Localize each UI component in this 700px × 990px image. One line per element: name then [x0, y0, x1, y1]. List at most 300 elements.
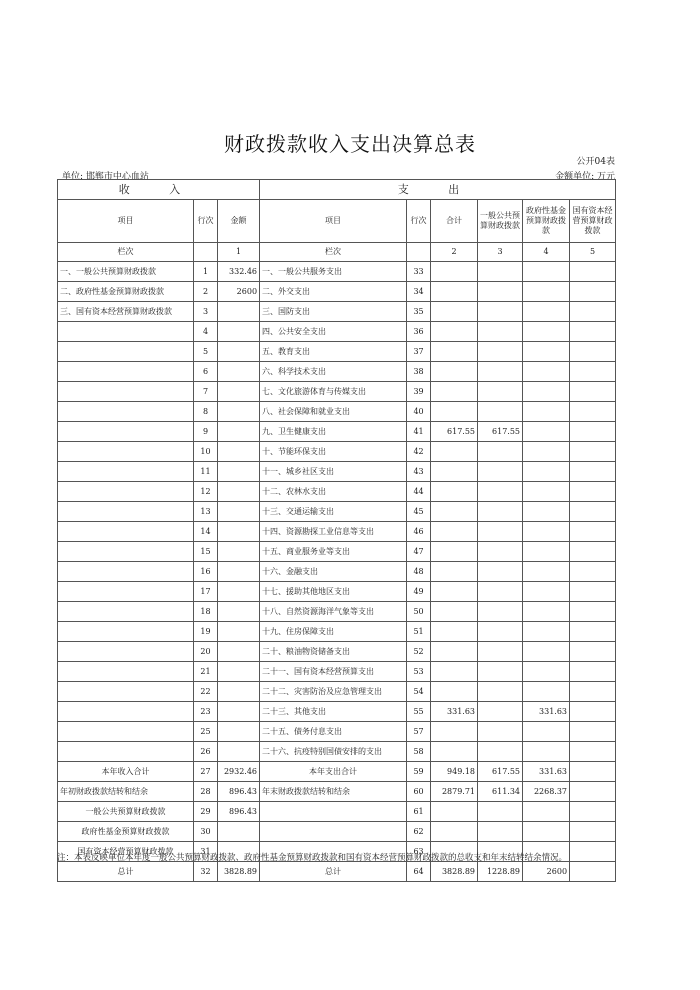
income-amount-cell: [218, 562, 260, 582]
total-amount-cell: [431, 582, 478, 602]
total-amount-cell: [431, 682, 478, 702]
income-item-cell: [58, 702, 194, 722]
income-amount-cell: [218, 422, 260, 442]
income-amount-cell: 2932.46: [218, 762, 260, 782]
section-header-row: [58, 180, 616, 200]
total-header: 合计: [431, 200, 478, 243]
income-row-no-cell: 12: [194, 482, 218, 502]
expense-row-no-cell: 51: [407, 622, 431, 642]
column-index-exp-label: 栏次: [260, 243, 407, 262]
expense-row-no-cell: 38: [407, 362, 431, 382]
income-amount-cell: [218, 662, 260, 682]
column-index-4: 4: [523, 243, 570, 262]
expense-item-cell: 二十、粮油物资储备支出: [260, 642, 407, 662]
expense-item-cell: 一、一般公共服务支出: [260, 262, 407, 282]
state-capital-amount-cell: [570, 662, 616, 682]
gov-fund-amount-cell: [523, 682, 570, 702]
table-row: [58, 762, 616, 782]
gov-fund-amount-cell: 331.63: [523, 762, 570, 782]
state-capital-amount-cell: [570, 542, 616, 562]
total-amount-cell: [431, 562, 478, 582]
income-row-no-cell: 17: [194, 582, 218, 602]
income-header: 收 入: [58, 180, 260, 200]
income-amount-cell: 3828.89: [218, 862, 260, 882]
table-row: [58, 362, 616, 382]
income-row-no-cell: 10: [194, 442, 218, 462]
state-capital-amount-cell: [570, 602, 616, 622]
expense-item-cell: 十三、交通运输支出: [260, 502, 407, 522]
income-amount-cell: [218, 602, 260, 622]
expense-item-cell: 二十三、其他支出: [260, 702, 407, 722]
total-amount-cell: [431, 282, 478, 302]
income-item-cell: [58, 422, 194, 442]
income-item-cell: 国有资本经营预算财政拨款: [58, 842, 194, 862]
gov-fund-amount-cell: [523, 382, 570, 402]
income-amount-cell: [218, 482, 260, 502]
table-row: [58, 402, 616, 422]
income-row-no-cell: 26: [194, 742, 218, 762]
table-row: [58, 862, 616, 882]
general-budget-amount-cell: [478, 702, 523, 722]
expense-row-no-cell: 46: [407, 522, 431, 542]
total-amount-cell: 3828.89: [431, 862, 478, 882]
total-amount-cell: [431, 502, 478, 522]
income-row-no-cell: 22: [194, 682, 218, 702]
income-row-no-cell: 6: [194, 362, 218, 382]
expense-header: 支 出: [260, 180, 616, 200]
income-item-cell: [58, 342, 194, 362]
income-item-cell: [58, 362, 194, 382]
income-amount-cell: [218, 502, 260, 522]
column-header-row: [58, 200, 616, 243]
income-row-no-cell: 25: [194, 722, 218, 742]
column-index-row: [58, 243, 616, 262]
expense-row-no-cell: 49: [407, 582, 431, 602]
income-amount-cell: [218, 622, 260, 642]
total-amount-cell: [431, 822, 478, 842]
expense-row-no-cell: 35: [407, 302, 431, 322]
total-amount-cell: [431, 362, 478, 382]
unit-label: 单位: 邯郸市中心血站: [62, 172, 149, 182]
income-item-cell: 一般公共预算财政拨款: [58, 802, 194, 822]
income-row-no-cell: 19: [194, 622, 218, 642]
gov-fund-amount-cell: 2600: [523, 862, 570, 882]
income-item-cell: 本年收入合计: [58, 762, 194, 782]
table-row: [58, 742, 616, 762]
expense-item-cell: 二十一、国有资本经营预算支出: [260, 662, 407, 682]
table-row: [58, 822, 616, 842]
total-amount-cell: [431, 802, 478, 822]
financial-summary-table: [57, 179, 616, 882]
income-row-no-cell: 15: [194, 542, 218, 562]
total-amount-cell: [431, 462, 478, 482]
income-amount-cell: [218, 542, 260, 562]
income-amount-cell: [218, 442, 260, 462]
gov-fund-amount-cell: [523, 402, 570, 422]
expense-row-no-cell: 59: [407, 762, 431, 782]
income-item-cell: [58, 602, 194, 622]
general-budget-amount-cell: [478, 722, 523, 742]
gov-fund-amount-cell: [523, 422, 570, 442]
gov-fund-amount-cell: [523, 522, 570, 542]
total-amount-cell: [431, 482, 478, 502]
general-budget-amount-cell: [478, 302, 523, 322]
general-budget-amount-cell: [478, 342, 523, 362]
income-amount-cell: [218, 342, 260, 362]
state-capital-amount-cell: [570, 482, 616, 502]
gov-fund-amount-cell: 2268.37: [523, 782, 570, 802]
table-row: [58, 322, 616, 342]
income-item-cell: 二、政府性基金预算财政拨款: [58, 282, 194, 302]
expense-row-no-cell: 61: [407, 802, 431, 822]
form-code: 公开04表: [576, 157, 615, 167]
income-item-cell: [58, 522, 194, 542]
income-row-no-cell: 28: [194, 782, 218, 802]
total-amount-cell: [431, 302, 478, 322]
income-row-no-cell: 23: [194, 702, 218, 722]
gov-fund-amount-cell: [523, 542, 570, 562]
income-amount-cell: 332.46: [218, 262, 260, 282]
state-capital-amount-cell: [570, 722, 616, 742]
total-amount-cell: [431, 382, 478, 402]
total-amount-cell: [431, 742, 478, 762]
expense-item-cell: 本年支出合计: [260, 762, 407, 782]
state-capital-amount-cell: [570, 262, 616, 282]
expense-item-cell: 十六、金融支出: [260, 562, 407, 582]
state-capital-amount-cell: [570, 642, 616, 662]
general-budget-amount-cell: [478, 562, 523, 582]
income-item-cell: 三、国有资本经营预算财政拨款: [58, 302, 194, 322]
amount-unit: 金额单位: 万元: [555, 172, 615, 182]
state-capital-amount-cell: [570, 362, 616, 382]
state-capital-amount-cell: [570, 562, 616, 582]
gov-fund-amount-cell: [523, 262, 570, 282]
gov-fund-amount-cell: [523, 802, 570, 822]
general-budget-amount-cell: [478, 742, 523, 762]
general-budget-amount-cell: [478, 582, 523, 602]
table-row: [58, 642, 616, 662]
income-item-cell: [58, 482, 194, 502]
total-amount-cell: 949.18: [431, 762, 478, 782]
expense-row-no-cell: 45: [407, 502, 431, 522]
expense-item-header: 项目: [260, 200, 407, 243]
gov-fund-amount-cell: [523, 482, 570, 502]
expense-row-no-cell: 43: [407, 462, 431, 482]
state-capital-amount-cell: [570, 782, 616, 802]
gov-fund-amount-cell: [523, 322, 570, 342]
total-amount-cell: [431, 542, 478, 562]
gov-fund-amount-cell: [523, 342, 570, 362]
income-amount-cell: [218, 702, 260, 722]
income-amount-cell: [218, 382, 260, 402]
expense-row-no-cell: 39: [407, 382, 431, 402]
general-budget-amount-cell: [478, 502, 523, 522]
income-amount-cell: [218, 402, 260, 422]
general-budget-amount-cell: [478, 262, 523, 282]
general-budget-amount-cell: [478, 382, 523, 402]
income-item-cell: [58, 682, 194, 702]
expense-item-cell: 十九、住房保障支出: [260, 622, 407, 642]
expense-item-cell: 年末财政拨款结转和结余: [260, 782, 407, 802]
income-amount-cell: [218, 362, 260, 382]
state-capital-amount-cell: [570, 322, 616, 342]
gov-fund-amount-cell: [523, 282, 570, 302]
general-budget-amount-cell: 617.55: [478, 422, 523, 442]
table-row: [58, 302, 616, 322]
page-title: 财政拨款收入支出决算总表: [224, 132, 476, 156]
income-row-no-cell: 7: [194, 382, 218, 402]
gov-fund-amount-cell: [523, 742, 570, 762]
income-amount-header: 金额: [218, 200, 260, 243]
table-row: [58, 702, 616, 722]
state-capital-header: 国有资本经营预算财政拨款: [570, 200, 616, 243]
general-budget-amount-cell: [478, 822, 523, 842]
income-amount-cell: 896.43: [218, 782, 260, 802]
expense-item-cell: 十八、自然资源海洋气象等支出: [260, 602, 407, 622]
expense-row-no-cell: 62: [407, 822, 431, 842]
gov-fund-amount-cell: [523, 502, 570, 522]
gov-fund-amount-cell: 331.63: [523, 702, 570, 722]
general-budget-amount-cell: [478, 482, 523, 502]
table-row: [58, 482, 616, 502]
general-budget-amount-cell: [478, 602, 523, 622]
table-row: [58, 602, 616, 622]
income-row-no-cell: 3: [194, 302, 218, 322]
income-item-cell: [58, 402, 194, 422]
income-item-cell: [58, 742, 194, 762]
column-index-1: 1: [218, 243, 260, 262]
expense-row-no-cell: 50: [407, 602, 431, 622]
general-budget-amount-cell: [478, 802, 523, 822]
table-row: [58, 682, 616, 702]
expense-row-no-cell: 60: [407, 782, 431, 802]
state-capital-amount-cell: [570, 622, 616, 642]
expense-row-no-cell: 57: [407, 722, 431, 742]
state-capital-amount-cell: [570, 582, 616, 602]
income-row-no-cell: 27: [194, 762, 218, 782]
general-budget-amount-cell: [478, 402, 523, 422]
total-amount-cell: [431, 342, 478, 362]
column-index-label: 栏次: [58, 243, 194, 262]
expense-row-no-cell: 63: [407, 842, 431, 862]
gov-fund-amount-cell: [523, 582, 570, 602]
total-amount-cell: [431, 442, 478, 462]
income-item-cell: [58, 642, 194, 662]
expense-item-cell: [260, 802, 407, 822]
column-index-2: 2: [431, 243, 478, 262]
general-budget-amount-cell: [478, 542, 523, 562]
table-row: [58, 622, 616, 642]
gov-fund-amount-cell: [523, 602, 570, 622]
table-row: [58, 442, 616, 462]
table-row: [58, 502, 616, 522]
table-row: [58, 782, 616, 802]
expense-item-cell: 十、节能环保支出: [260, 442, 407, 462]
income-row-no-cell: 32: [194, 862, 218, 882]
income-item-cell: [58, 462, 194, 482]
state-capital-amount-cell: [570, 282, 616, 302]
income-row-no-cell: 18: [194, 602, 218, 622]
state-capital-amount-cell: [570, 842, 616, 862]
income-row-no-cell: 21: [194, 662, 218, 682]
total-amount-cell: 2879.71: [431, 782, 478, 802]
income-row-no-cell: 30: [194, 822, 218, 842]
state-capital-amount-cell: [570, 442, 616, 462]
income-item-cell: [58, 502, 194, 522]
expense-row-no-cell: 36: [407, 322, 431, 342]
state-capital-amount-cell: [570, 462, 616, 482]
column-index-5: 5: [570, 243, 616, 262]
state-capital-amount-cell: [570, 742, 616, 762]
expense-item-cell: 七、文化旅游体育与传媒支出: [260, 382, 407, 402]
income-item-cell: [58, 582, 194, 602]
general-budget-amount-cell: [478, 682, 523, 702]
income-amount-cell: [218, 722, 260, 742]
expense-item-cell: 二十五、债务付息支出: [260, 722, 407, 742]
income-amount-cell: [218, 322, 260, 342]
table-row: [58, 462, 616, 482]
income-amount-cell: [218, 522, 260, 542]
income-row-no-cell: 5: [194, 342, 218, 362]
gov-fund-amount-cell: [523, 462, 570, 482]
table-row: [58, 422, 616, 442]
income-row-no-cell: 29: [194, 802, 218, 822]
income-amount-cell: [218, 682, 260, 702]
total-amount-cell: [431, 662, 478, 682]
gov-fund-amount-cell: [523, 562, 570, 582]
total-amount-cell: [431, 602, 478, 622]
state-capital-amount-cell: [570, 502, 616, 522]
expense-item-cell: 五、教育支出: [260, 342, 407, 362]
income-item-cell: [58, 382, 194, 402]
expense-row-no-cell: 37: [407, 342, 431, 362]
income-row-no-header: 行次: [194, 200, 218, 243]
income-row-no-cell: 16: [194, 562, 218, 582]
expense-item-cell: 十四、资源勘探工业信息等支出: [260, 522, 407, 542]
column-index-3: 3: [478, 243, 523, 262]
table-row: [58, 382, 616, 402]
gov-fund-header: 政府性基金预算财政拨款: [523, 200, 570, 243]
state-capital-amount-cell: [570, 522, 616, 542]
total-amount-cell: [431, 522, 478, 542]
general-budget-amount-cell: 1228.89: [478, 862, 523, 882]
expense-row-no-cell: 47: [407, 542, 431, 562]
expense-row-no-cell: 54: [407, 682, 431, 702]
expense-item-cell: 二十二、灾害防治及应急管理支出: [260, 682, 407, 702]
expense-item-cell: 八、社会保障和就业支出: [260, 402, 407, 422]
expense-row-no-cell: 64: [407, 862, 431, 882]
expense-row-no-cell: 52: [407, 642, 431, 662]
general-budget-amount-cell: [478, 282, 523, 302]
expense-row-no-cell: 40: [407, 402, 431, 422]
income-amount-cell: [218, 582, 260, 602]
total-amount-cell: [431, 722, 478, 742]
state-capital-amount-cell: [570, 802, 616, 822]
total-amount-cell: [431, 322, 478, 342]
table-row: [58, 522, 616, 542]
expense-item-cell: 十五、商业服务业等支出: [260, 542, 407, 562]
expense-row-no-header: 行次: [407, 200, 431, 243]
income-item-cell: [58, 562, 194, 582]
table-row: [58, 722, 616, 742]
income-amount-cell: [218, 742, 260, 762]
total-amount-cell: [431, 622, 478, 642]
gov-fund-amount-cell: [523, 642, 570, 662]
state-capital-amount-cell: [570, 302, 616, 322]
state-capital-amount-cell: [570, 762, 616, 782]
gov-fund-amount-cell: [523, 362, 570, 382]
gov-fund-amount-cell: [523, 662, 570, 682]
income-amount-cell: [218, 302, 260, 322]
general-budget-amount-cell: [478, 322, 523, 342]
expense-item-cell: 总计: [260, 862, 407, 882]
income-row-no-cell: 14: [194, 522, 218, 542]
table-row: [58, 282, 616, 302]
table-row: [58, 562, 616, 582]
expense-row-no-cell: 42: [407, 442, 431, 462]
income-row-no-cell: 1: [194, 262, 218, 282]
gov-fund-amount-cell: [523, 302, 570, 322]
income-item-cell: 总计: [58, 862, 194, 882]
table-row: [58, 582, 616, 602]
general-budget-header: 一般公共预算财政拨款: [478, 200, 523, 243]
general-budget-amount-cell: [478, 662, 523, 682]
state-capital-amount-cell: [570, 382, 616, 402]
income-item-cell: 一、一般公共预算财政拨款: [58, 262, 194, 282]
general-budget-amount-cell: [478, 442, 523, 462]
income-row-no-cell: 2: [194, 282, 218, 302]
expense-item-cell: 十一、城乡社区支出: [260, 462, 407, 482]
income-item-cell: [58, 662, 194, 682]
state-capital-amount-cell: [570, 682, 616, 702]
expense-row-no-cell: 55: [407, 702, 431, 722]
expense-item-cell: 二十六、抗疫特别国债安排的支出: [260, 742, 407, 762]
expense-row-no-cell: 34: [407, 282, 431, 302]
expense-item-cell: [260, 822, 407, 842]
table-row: [58, 262, 616, 282]
expense-row-no-cell: 58: [407, 742, 431, 762]
income-amount-cell: [218, 822, 260, 842]
gov-fund-amount-cell: [523, 622, 570, 642]
total-amount-cell: 331.63: [431, 702, 478, 722]
income-item-cell: [58, 322, 194, 342]
income-row-no-cell: 9: [194, 422, 218, 442]
expense-item-cell: 九、卫生健康支出: [260, 422, 407, 442]
column-index-empty-2: [407, 243, 431, 262]
table-row: [58, 542, 616, 562]
expense-row-no-cell: 41: [407, 422, 431, 442]
income-amount-cell: [218, 462, 260, 482]
income-row-no-cell: 13: [194, 502, 218, 522]
expense-item-cell: 六、科学技术支出: [260, 362, 407, 382]
expense-row-no-cell: 44: [407, 482, 431, 502]
state-capital-amount-cell: [570, 342, 616, 362]
total-amount-cell: [431, 262, 478, 282]
expense-row-no-cell: 53: [407, 662, 431, 682]
expense-item-cell: 四、公共安全支出: [260, 322, 407, 342]
income-item-cell: 政府性基金预算财政拨款: [58, 822, 194, 842]
expense-item-cell: 三、国防支出: [260, 302, 407, 322]
income-item-cell: [58, 442, 194, 462]
general-budget-amount-cell: [478, 622, 523, 642]
total-amount-cell: 617.55: [431, 422, 478, 442]
state-capital-amount-cell: [570, 402, 616, 422]
general-budget-amount-cell: [478, 642, 523, 662]
footnote: 注：本表反映单位本年度一般公共预算财政拨款、政府性基金预算财政拨款和国有资本经营预算财政拨款的总收支和年末结转结余情况。: [57, 853, 568, 863]
income-item-cell: [58, 622, 194, 642]
income-item-header: 项目: [58, 200, 194, 243]
income-amount-cell: 896.43: [218, 802, 260, 822]
